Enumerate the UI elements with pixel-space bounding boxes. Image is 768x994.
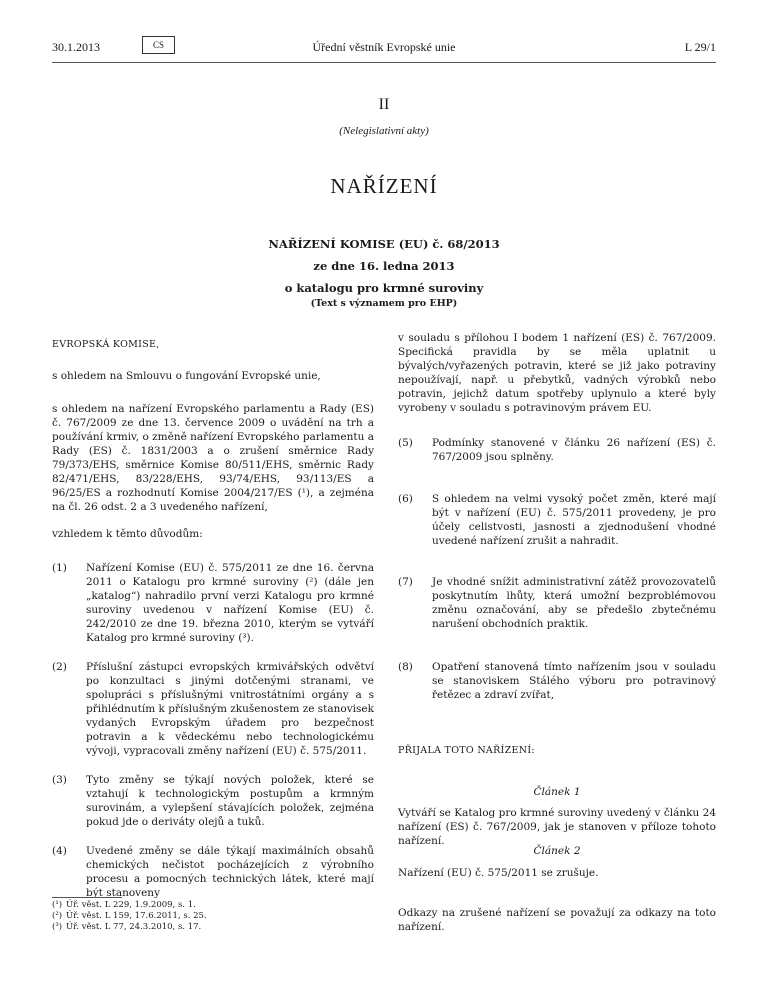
language-badge: CS — [142, 36, 175, 54]
footnote-text: Úř. věst. L 77, 24.3.2010, s. 17. — [66, 922, 202, 932]
footnote-mark: (³) — [52, 922, 63, 932]
recital-text: Opatření stanovená tímto nařízením jsou v souladu se stanoviskem Stálého výboru pro potravinový řetězec a zdraví zvířat, — [432, 661, 716, 701]
recital-number: (2) — [52, 661, 67, 673]
recital-number: (8) — [398, 661, 413, 673]
footnote-text: Úř. věst. L 229, 1.9.2009, s. 1. — [66, 900, 196, 910]
recital-continuation: v souladu s přílohou I bodem 1 nařízení (ES) č. 767/2009. Specifická pravidla by se měla uplatnit u bývalých/vyřazených potravin, které se již jako potraviny nepoužívají, např. u přebytků, vadných výrobků nebo potravin, jejichž datum spotřeby uplynulo a které byly vyrobeny v souladu s potravinovým právem EU. — [398, 332, 716, 414]
article-heading: Článek 2 — [533, 845, 581, 857]
publication-date: 30.1.2013 — [52, 40, 100, 54]
regulation-title: NAŘÍZENÍ KOMISE (EU) č. 68/2013 — [268, 237, 500, 251]
article-text: Odkazy na zrušené nařízení se považují za odkazy na toto nařízení. — [398, 907, 716, 933]
recital-text: S ohledem na velmi vysoký počet změn, které mají být v nařízení (EU) č. 575/2011 provedeny, je pro účely celistvosti, jasnosti a zjednodušení vhodné uvedené nařízení zrušit a nahradit. — [432, 493, 716, 547]
document-kind-heading: NAŘÍZENÍ — [330, 174, 438, 198]
recital-number: (5) — [398, 437, 413, 449]
recital-text: Je vhodné snížit administrativní zátěž provozovatelů poskytnutím lhůty, která umožní bezproblémovou změnu označování, aby se předešlo zbytečnému narušení obchodních praktik. — [432, 576, 716, 630]
journal-name: Úřední věstník Evropské unie — [312, 40, 456, 54]
footnote — [52, 922, 201, 933]
recital-text: Příslušní zástupci evropských krmivářských odvětví po konzultaci s jinými dotčenými stranami, ve spolupráci s příslušnými vnitrostátními orgány a s přihlédnutím k příslušným zkušenostem ze stanovisek vydaných Evropským úřadem pro bezpečnost potravin a k vědeckému nebo technologickému vývoji, vypracovali změny nařízení (EU) č. 575/2011. — [86, 661, 374, 757]
article-text: Nařízení (EU) č. 575/2011 se zrušuje. — [398, 867, 599, 879]
recital-number: (6) — [398, 493, 413, 505]
section-number: II — [378, 96, 390, 113]
citation-regulation: s ohledem na nařízení Evropského parlamentu a Rady (ES) č. 767/2009 ze dne 13. července 2009 o uvádění na trh a používání krmiv, o změně nařízení Evropského parlamentu a Rady (ES) č. 1831/2003 a o zrušení směrnice Rady 79/373/EHS, směrnice Komise 80/511/EHS, směrnic Rady 82/471/EHS, 83/228/EHS, 93/74/EHS, 93/113/ES a 96/25/ES a rozhodnutí Komise 2004/217/ES (¹), a zejména na čl. 26 odst. 2 a 3 uvedeného nařízení, — [52, 403, 374, 513]
article-heading: Článek 1 — [533, 786, 581, 798]
recital-number: (3) — [52, 774, 67, 786]
institution-name: EVROPSKÁ KOMISE, — [52, 339, 160, 350]
page-reference: L 29/1 — [684, 40, 716, 54]
footnote — [52, 900, 196, 911]
footnote-mark: (²) — [52, 911, 63, 921]
footnote — [52, 911, 207, 922]
recital-number: (1) — [52, 562, 67, 574]
footnote-rule — [52, 897, 122, 898]
whereas-intro: vzhledem k těmto důvodům: — [52, 528, 203, 540]
recital-text: Podmínky stanovené v článku 26 nařízení (ES) č. 767/2009 jsou splněny. — [432, 437, 716, 463]
eea-relevance-note: (Text s významem pro EHP) — [310, 298, 458, 309]
recital-text: Tyto změny se týkají nových položek, které se vztahují k technologickým postupům a krmným surovinám, a vylepšení stávajících položek, zejména pokud jde o deriváty olejů a tuků. — [86, 774, 374, 828]
recital-number: (7) — [398, 576, 413, 588]
recital-text: Uvedené změny se dále týkají maximálních obsahů chemických nečistot pocházejících z výrobního procesu a pomocných technických látek, které mají být stanoveny — [86, 845, 374, 899]
header-rule — [52, 62, 716, 63]
section-subtitle: (Nelegislativní akty) — [339, 125, 429, 137]
recital-number: (4) — [52, 845, 67, 857]
footnote-text: Úř. věst. L 159, 17.6.2011, s. 25. — [66, 911, 207, 921]
article-text: Vytváří se Katalog pro krmné suroviny uvedený v článku 24 nařízení (ES) č. 767/2009, jak je stanoven v příloze tohoto nařízení. — [398, 807, 716, 847]
adoption-formula: PŘIJALA TOTO NAŘÍZENÍ: — [398, 745, 535, 756]
recital-text: Nařízení Komise (EU) č. 575/2011 ze dne 16. června 2011 o Katalogu pro krmné suroviny (²) (dále jen „katalog“) nahradilo první verzi Katalogu pro krmné suroviny uvedenou v nařízení Komise (EU) č. 242/2010 ze dne 19. března 2010, kterým se vytváří Katalog pro krmné suroviny (³). — [86, 562, 374, 644]
regulation-date: ze dne 16. ledna 2013 — [313, 259, 455, 273]
regulation-subject: o katalogu pro krmné suroviny — [284, 281, 484, 295]
citation-treaty: s ohledem na Smlouvu o fungování Evropské unie, — [52, 370, 321, 382]
footnote-mark: (¹) — [52, 900, 63, 910]
